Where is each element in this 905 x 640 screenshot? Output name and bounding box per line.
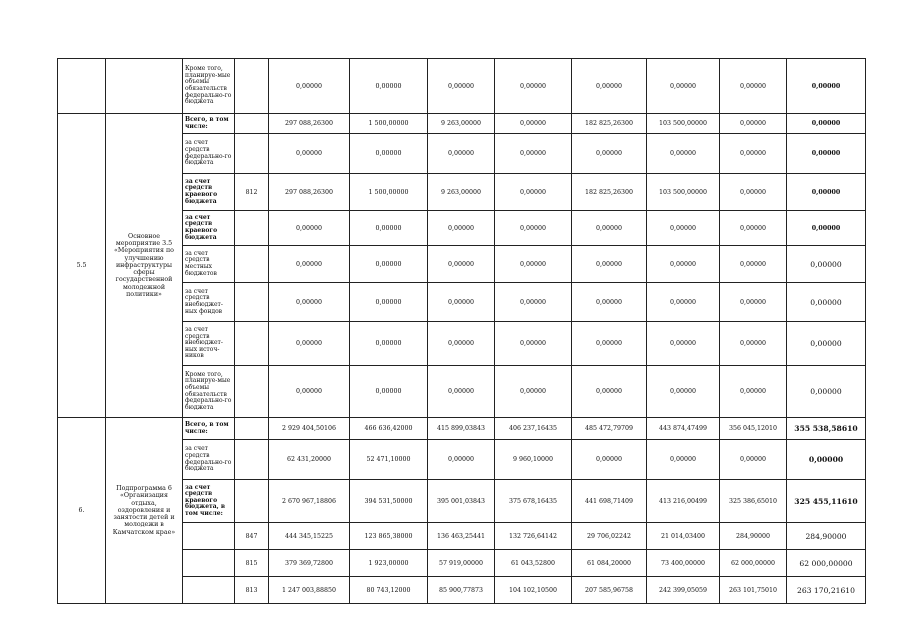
row-number-cell bbox=[58, 59, 106, 114]
value-cell: 0,00000 bbox=[428, 246, 495, 283]
value-cell: 406 237,16435 bbox=[495, 418, 572, 440]
value-cell: 263 101,75010 bbox=[720, 577, 787, 604]
value-cell: 21 014,03400 bbox=[647, 523, 720, 550]
code-cell bbox=[235, 134, 269, 174]
value-cell: 0,00000 bbox=[572, 211, 647, 246]
value-cell: 443 874,47499 bbox=[647, 418, 720, 440]
value-cell: 207 585,96758 bbox=[572, 577, 647, 604]
value-cell: 297 088,26300 bbox=[269, 174, 350, 211]
value-cell: 104 102,10500 bbox=[495, 577, 572, 604]
value-cell: 0,00000 bbox=[495, 59, 572, 114]
value-cell: 1 247 003,88850 bbox=[269, 577, 350, 604]
code-cell bbox=[235, 480, 269, 523]
value-cell: 0,00000 bbox=[350, 211, 428, 246]
value-cell: 0,00000 bbox=[720, 134, 787, 174]
code-cell bbox=[235, 322, 269, 366]
value-cell: 0,00000 bbox=[647, 322, 720, 366]
value-cell: 0,00000 bbox=[720, 211, 787, 246]
code-cell: 813 bbox=[235, 577, 269, 604]
value-cell: 394 531,50000 bbox=[350, 480, 428, 523]
value-cell: 0,00000 bbox=[495, 246, 572, 283]
value-cell: 62 431,20000 bbox=[269, 440, 350, 480]
value-cell: 0,00000 bbox=[269, 59, 350, 114]
value-cell: 0,00000 bbox=[350, 59, 428, 114]
value-cell: 0,00000 bbox=[647, 440, 720, 480]
source-label: Кроме того, планируе-мые объемы обязательств федерально-го бюджета bbox=[183, 366, 235, 418]
value-cell: 0,00000 bbox=[269, 134, 350, 174]
value-cell: 0,00000 bbox=[787, 322, 866, 366]
value-cell: 0,00000 bbox=[720, 59, 787, 114]
value-cell: 0,00000 bbox=[495, 174, 572, 211]
value-cell: 0,00000 bbox=[720, 174, 787, 211]
code-cell bbox=[235, 418, 269, 440]
value-cell: 1 923,00000 bbox=[350, 550, 428, 577]
value-cell: 325 386,65010 bbox=[720, 480, 787, 523]
value-cell: 9 263,00000 bbox=[428, 114, 495, 134]
value-cell: 29 706,02242 bbox=[572, 523, 647, 550]
value-cell: 9 263,00000 bbox=[428, 174, 495, 211]
code-cell: 815 bbox=[235, 550, 269, 577]
value-cell: 0,00000 bbox=[428, 366, 495, 418]
value-cell: 0,00000 bbox=[787, 174, 866, 211]
value-cell: 0,00000 bbox=[572, 366, 647, 418]
value-cell: 0,00000 bbox=[269, 211, 350, 246]
value-cell: 0,00000 bbox=[572, 134, 647, 174]
value-cell: 0,00000 bbox=[787, 366, 866, 418]
source-label bbox=[183, 523, 235, 550]
value-cell: 0,00000 bbox=[428, 322, 495, 366]
code-cell: 847 bbox=[235, 523, 269, 550]
value-cell: 485 472,79709 bbox=[572, 418, 647, 440]
code-cell bbox=[235, 59, 269, 114]
value-cell: 0,00000 bbox=[720, 440, 787, 480]
source-label: за счет средств внебюджет-ных источ-ников bbox=[183, 322, 235, 366]
value-cell: 0,00000 bbox=[350, 246, 428, 283]
value-cell: 62 000,00000 bbox=[787, 550, 866, 577]
table-row bbox=[58, 114, 866, 134]
value-cell: 0,00000 bbox=[428, 283, 495, 322]
value-cell: 182 825,26300 bbox=[572, 174, 647, 211]
value-cell: 136 463,25441 bbox=[428, 523, 495, 550]
value-cell: 0,00000 bbox=[572, 59, 647, 114]
value-cell: 0,00000 bbox=[350, 322, 428, 366]
value-cell: 0,00000 bbox=[720, 283, 787, 322]
value-cell: 0,00000 bbox=[350, 134, 428, 174]
value-cell: 0,00000 bbox=[720, 246, 787, 283]
value-cell: 62 000,00000 bbox=[720, 550, 787, 577]
value-cell: 0,00000 bbox=[787, 59, 866, 114]
value-cell: 0,00000 bbox=[787, 134, 866, 174]
value-cell: 0,00000 bbox=[572, 283, 647, 322]
source-label: Всего, в том числе: bbox=[183, 418, 235, 440]
value-cell: 0,00000 bbox=[495, 211, 572, 246]
value-cell: 182 825,26300 bbox=[572, 114, 647, 134]
source-label: за счет средств федерально-го бюджета bbox=[183, 134, 235, 174]
value-cell: 415 899,03843 bbox=[428, 418, 495, 440]
value-cell: 356 045,12010 bbox=[720, 418, 787, 440]
value-cell: 103 500,00000 bbox=[647, 114, 720, 134]
code-cell bbox=[235, 283, 269, 322]
source-label: Кроме того, планируе-мые объемы обязательств федерально-го бюджета bbox=[183, 59, 235, 114]
value-cell: 0,00000 bbox=[787, 246, 866, 283]
value-cell: 375 678,16435 bbox=[495, 480, 572, 523]
table-row bbox=[58, 418, 866, 440]
event-name-cell: Подпрограмма 6 «Организация отдыха, оздоровления и занятости детей и молодежи в Камчатском крае» bbox=[106, 418, 183, 604]
value-cell: 0,00000 bbox=[269, 283, 350, 322]
row-number-cell: 6. bbox=[58, 418, 106, 604]
code-cell: 812 bbox=[235, 174, 269, 211]
value-cell: 0,00000 bbox=[495, 322, 572, 366]
value-cell: 325 455,11610 bbox=[787, 480, 866, 523]
source-label: за счет средств краевого бюджета bbox=[183, 211, 235, 246]
source-label bbox=[183, 577, 235, 604]
budget-table bbox=[57, 58, 866, 604]
value-cell: 379 369,72800 bbox=[269, 550, 350, 577]
code-cell bbox=[235, 211, 269, 246]
value-cell: 1 500,00000 bbox=[350, 174, 428, 211]
code-cell bbox=[235, 440, 269, 480]
value-cell: 80 743,12000 bbox=[350, 577, 428, 604]
value-cell: 284,90000 bbox=[787, 523, 866, 550]
value-cell: 0,00000 bbox=[428, 440, 495, 480]
value-cell: 466 636,42000 bbox=[350, 418, 428, 440]
source-label: за счет средств внебюджет-ных фондов bbox=[183, 283, 235, 322]
value-cell: 2 929 404,50106 bbox=[269, 418, 350, 440]
value-cell: 0,00000 bbox=[647, 134, 720, 174]
value-cell: 395 001,03843 bbox=[428, 480, 495, 523]
value-cell: 0,00000 bbox=[572, 246, 647, 283]
value-cell: 413 216,00499 bbox=[647, 480, 720, 523]
value-cell: 57 919,00000 bbox=[428, 550, 495, 577]
event-name-cell: Основное мероприятие 3.5 «Мероприятия по улучшению инфраструктуры сферы государственной молодежной политики» bbox=[106, 114, 183, 418]
code-cell bbox=[235, 366, 269, 418]
value-cell: 0,00000 bbox=[647, 211, 720, 246]
value-cell: 0,00000 bbox=[787, 440, 866, 480]
row-number-cell: 5.5 bbox=[58, 114, 106, 418]
value-cell: 52 471,10000 bbox=[350, 440, 428, 480]
event-name-cell bbox=[106, 59, 183, 114]
source-label: Всего, в том числе: bbox=[183, 114, 235, 134]
value-cell: 297 088,26300 bbox=[269, 114, 350, 134]
value-cell: 0,00000 bbox=[787, 211, 866, 246]
value-cell: 0,00000 bbox=[787, 114, 866, 134]
value-cell: 0,00000 bbox=[647, 283, 720, 322]
value-cell: 0,00000 bbox=[720, 114, 787, 134]
value-cell: 0,00000 bbox=[495, 134, 572, 174]
value-cell: 0,00000 bbox=[720, 366, 787, 418]
source-label: за счет средств местных бюджетов bbox=[183, 246, 235, 283]
value-cell: 73 400,00000 bbox=[647, 550, 720, 577]
source-label: за счет средств краевого бюджета bbox=[183, 174, 235, 211]
value-cell: 123 865,38000 bbox=[350, 523, 428, 550]
value-cell: 0,00000 bbox=[572, 440, 647, 480]
value-cell: 444 345,15225 bbox=[269, 523, 350, 550]
value-cell: 441 698,71409 bbox=[572, 480, 647, 523]
value-cell: 0,00000 bbox=[647, 59, 720, 114]
value-cell: 355 538,58610 bbox=[787, 418, 866, 440]
value-cell: 0,00000 bbox=[428, 211, 495, 246]
code-cell bbox=[235, 246, 269, 283]
value-cell: 103 500,00000 bbox=[647, 174, 720, 211]
value-cell: 0,00000 bbox=[350, 283, 428, 322]
value-cell: 132 726,64142 bbox=[495, 523, 572, 550]
value-cell: 0,00000 bbox=[647, 366, 720, 418]
value-cell: 263 170,21610 bbox=[787, 577, 866, 604]
source-label: за счет средств краевого бюджета, в том числе: bbox=[183, 480, 235, 523]
value-cell: 0,00000 bbox=[269, 322, 350, 366]
value-cell: 0,00000 bbox=[269, 366, 350, 418]
value-cell: 242 399,05059 bbox=[647, 577, 720, 604]
value-cell: 0,00000 bbox=[428, 134, 495, 174]
value-cell: 0,00000 bbox=[495, 366, 572, 418]
value-cell: 0,00000 bbox=[572, 322, 647, 366]
value-cell: 85 900,77873 bbox=[428, 577, 495, 604]
value-cell: 61 084,20000 bbox=[572, 550, 647, 577]
value-cell: 0,00000 bbox=[428, 59, 495, 114]
value-cell: 9 960,10000 bbox=[495, 440, 572, 480]
value-cell: 2 670 967,18806 bbox=[269, 480, 350, 523]
table-row bbox=[58, 59, 866, 114]
source-label: за счет средств федерально-го бюджета bbox=[183, 440, 235, 480]
value-cell: 0,00000 bbox=[647, 246, 720, 283]
value-cell: 0,00000 bbox=[495, 114, 572, 134]
value-cell: 0,00000 bbox=[350, 366, 428, 418]
value-cell: 1 500,00000 bbox=[350, 114, 428, 134]
source-label bbox=[183, 550, 235, 577]
value-cell: 0,00000 bbox=[787, 283, 866, 322]
value-cell: 0,00000 bbox=[269, 246, 350, 283]
value-cell: 284,90000 bbox=[720, 523, 787, 550]
value-cell: 61 043,52800 bbox=[495, 550, 572, 577]
value-cell: 0,00000 bbox=[495, 283, 572, 322]
code-cell bbox=[235, 114, 269, 134]
value-cell: 0,00000 bbox=[720, 322, 787, 366]
